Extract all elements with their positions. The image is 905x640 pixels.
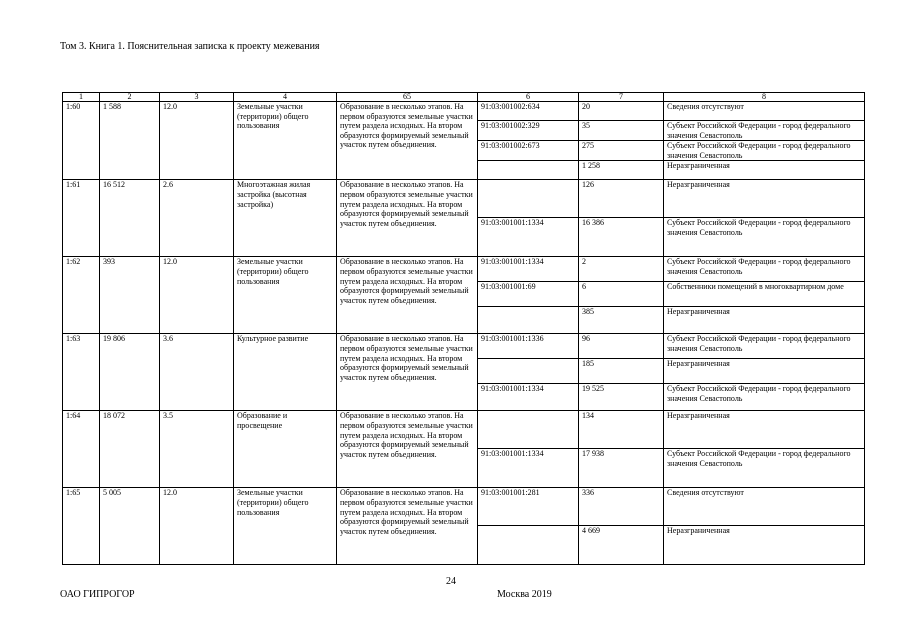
cadastral-number-cell: 91:03:001001:281 [478, 488, 579, 526]
cadastral-number-cell: 91:03:001001:1334 [478, 257, 579, 282]
city-year: Москва 2019 [497, 589, 552, 600]
use-code-cell: 12.0 [160, 102, 234, 180]
owner-cell: Неразграниченная [664, 180, 865, 218]
plot-id-cell: 1:64 [63, 411, 100, 488]
sub-area-cell: 96 [579, 334, 664, 359]
owner-cell: Субъект Российской Федерации - город федерального значения Севастополь [664, 121, 865, 141]
cadastral-number-cell [478, 411, 579, 449]
plot-area-cell: 5 005 [100, 488, 160, 565]
use-code-cell: 3.5 [160, 411, 234, 488]
cadastral-number-cell: 91:03:001001:1334 [478, 218, 579, 257]
permitted-use-cell: Земельные участки (территории) общего пользования [234, 102, 337, 180]
sub-area-cell: 336 [579, 488, 664, 526]
owner-cell: Собственники помещений в многоквартирном доме [664, 282, 865, 307]
plot-area-cell: 18 072 [100, 411, 160, 488]
sub-area-cell: 17 938 [579, 449, 664, 488]
column-header: 8 [664, 93, 865, 102]
formation-method-cell: Образование в несколько этапов. На первом образуются земельные участки путем раздела исходных. На втором образуются формируемый земельный участок путем объединения. [337, 102, 478, 180]
sub-area-cell: 35 [579, 121, 664, 141]
owner-cell: Субъект Российской Федерации - город федерального значения Севастополь [664, 384, 865, 411]
permitted-use-cell: Земельные участки (территории) общего пользования [234, 488, 337, 565]
organization-name: ОАО ГИПРОГОР [60, 589, 135, 600]
column-number-row [63, 93, 865, 102]
sub-area-cell: 19 525 [579, 384, 664, 411]
owner-cell: Субъект Российской Федерации - город федерального значения Севастополь [664, 334, 865, 359]
cadastral-number-cell [478, 526, 579, 565]
table-row [63, 334, 865, 359]
land-plots-table [62, 92, 865, 565]
cadastral-number-cell: 91:03:001002:634 [478, 102, 579, 121]
cadastral-number-cell: 91:03:001001:1334 [478, 384, 579, 411]
cadastral-number-cell [478, 180, 579, 218]
cadastral-number-cell: 91:03:001001:1334 [478, 449, 579, 488]
formation-method-cell: Образование в несколько этапов. На первом образуются земельные участки путем раздела исходных. На втором образуются формируемый земельный участок путем объединения. [337, 411, 478, 488]
sub-area-cell: 2 [579, 257, 664, 282]
cadastral-number-cell [478, 161, 579, 180]
sub-area-cell: 275 [579, 141, 664, 161]
owner-cell: Неразграниченная [664, 307, 865, 334]
use-code-cell: 3.6 [160, 334, 234, 411]
sub-area-cell: 1 258 [579, 161, 664, 180]
owner-cell: Сведения отсутствуют [664, 488, 865, 526]
column-header: 4 [234, 93, 337, 102]
plot-id-cell: 1:61 [63, 180, 100, 257]
plot-id-cell: 1:60 [63, 102, 100, 180]
owner-cell: Субъект Российской Федерации - город федерального значения Севастополь [664, 141, 865, 161]
owner-cell: Неразграниченная [664, 526, 865, 565]
owner-cell: Неразграниченная [664, 359, 865, 384]
table-row [63, 180, 865, 218]
owner-cell: Субъект Российской Федерации - город федерального значения Севастополь [664, 218, 865, 257]
table-body [63, 102, 865, 565]
sub-area-cell: 134 [579, 411, 664, 449]
page-number: 24 [446, 576, 456, 587]
use-code-cell: 12.0 [160, 257, 234, 334]
table-row [63, 102, 865, 121]
plot-id-cell: 1:62 [63, 257, 100, 334]
plot-id-cell: 1:63 [63, 334, 100, 411]
formation-method-cell: Образование в несколько этапов. На первом образуются земельные участки путем раздела исходных. На втором образуются формируемый земельный участок путем объединения. [337, 488, 478, 565]
column-header: 7 [579, 93, 664, 102]
cadastral-number-cell: 91:03:001001:1336 [478, 334, 579, 359]
permitted-use-cell: Образование и просвещение [234, 411, 337, 488]
column-header: 1 [63, 93, 100, 102]
cadastral-number-cell: 91:03:001002:673 [478, 141, 579, 161]
column-header: 3 [160, 93, 234, 102]
sub-area-cell: 16 386 [579, 218, 664, 257]
plot-area-cell: 393 [100, 257, 160, 334]
plot-id-cell: 1:65 [63, 488, 100, 565]
formation-method-cell: Образование в несколько этапов. На первом образуются земельные участки путем раздела исходных. На втором образуются формируемый земельный участок путем объединения. [337, 257, 478, 334]
owner-cell: Неразграниченная [664, 161, 865, 180]
column-header: 65 [337, 93, 478, 102]
column-header: 2 [100, 93, 160, 102]
owner-cell: Субъект Российской Федерации - город федерального значения Севастополь [664, 449, 865, 488]
use-code-cell: 2.6 [160, 180, 234, 257]
table-row [63, 488, 865, 526]
sub-area-cell: 4 669 [579, 526, 664, 565]
column-header: 6 [478, 93, 579, 102]
cadastral-number-cell [478, 307, 579, 334]
plot-area-cell: 1 588 [100, 102, 160, 180]
cadastral-number-cell [478, 359, 579, 384]
formation-method-cell: Образование в несколько этапов. На первом образуются земельные участки путем раздела исходных. На втором образуются формируемый земельный участок путем объединения. [337, 180, 478, 257]
permitted-use-cell: Земельные участки (территории) общего пользования [234, 257, 337, 334]
table-row [63, 257, 865, 282]
table-row [63, 411, 865, 449]
sub-area-cell: 20 [579, 102, 664, 121]
document-header: Том 3. Книга 1. Пояснительная записка к проекту межевания [60, 41, 320, 52]
sub-area-cell: 185 [579, 359, 664, 384]
sub-area-cell: 126 [579, 180, 664, 218]
formation-method-cell: Образование в несколько этапов. На первом образуются земельные участки путем раздела исходных. На втором образуются формируемый земельный участок путем объединения. [337, 334, 478, 411]
cadastral-number-cell: 91:03:001002:329 [478, 121, 579, 141]
owner-cell: Сведения отсутствуют [664, 102, 865, 121]
plot-area-cell: 16 512 [100, 180, 160, 257]
sub-area-cell: 385 [579, 307, 664, 334]
use-code-cell: 12.0 [160, 488, 234, 565]
permitted-use-cell: Культурное развитие [234, 334, 337, 411]
owner-cell: Субъект Российской Федерации - город федерального значения Севастополь [664, 257, 865, 282]
owner-cell: Неразграниченная [664, 411, 865, 449]
sub-area-cell: 6 [579, 282, 664, 307]
permitted-use-cell: Многоэтажная жилая застройка (высотная застройка) [234, 180, 337, 257]
cadastral-number-cell: 91:03:001001:69 [478, 282, 579, 307]
plot-area-cell: 19 806 [100, 334, 160, 411]
